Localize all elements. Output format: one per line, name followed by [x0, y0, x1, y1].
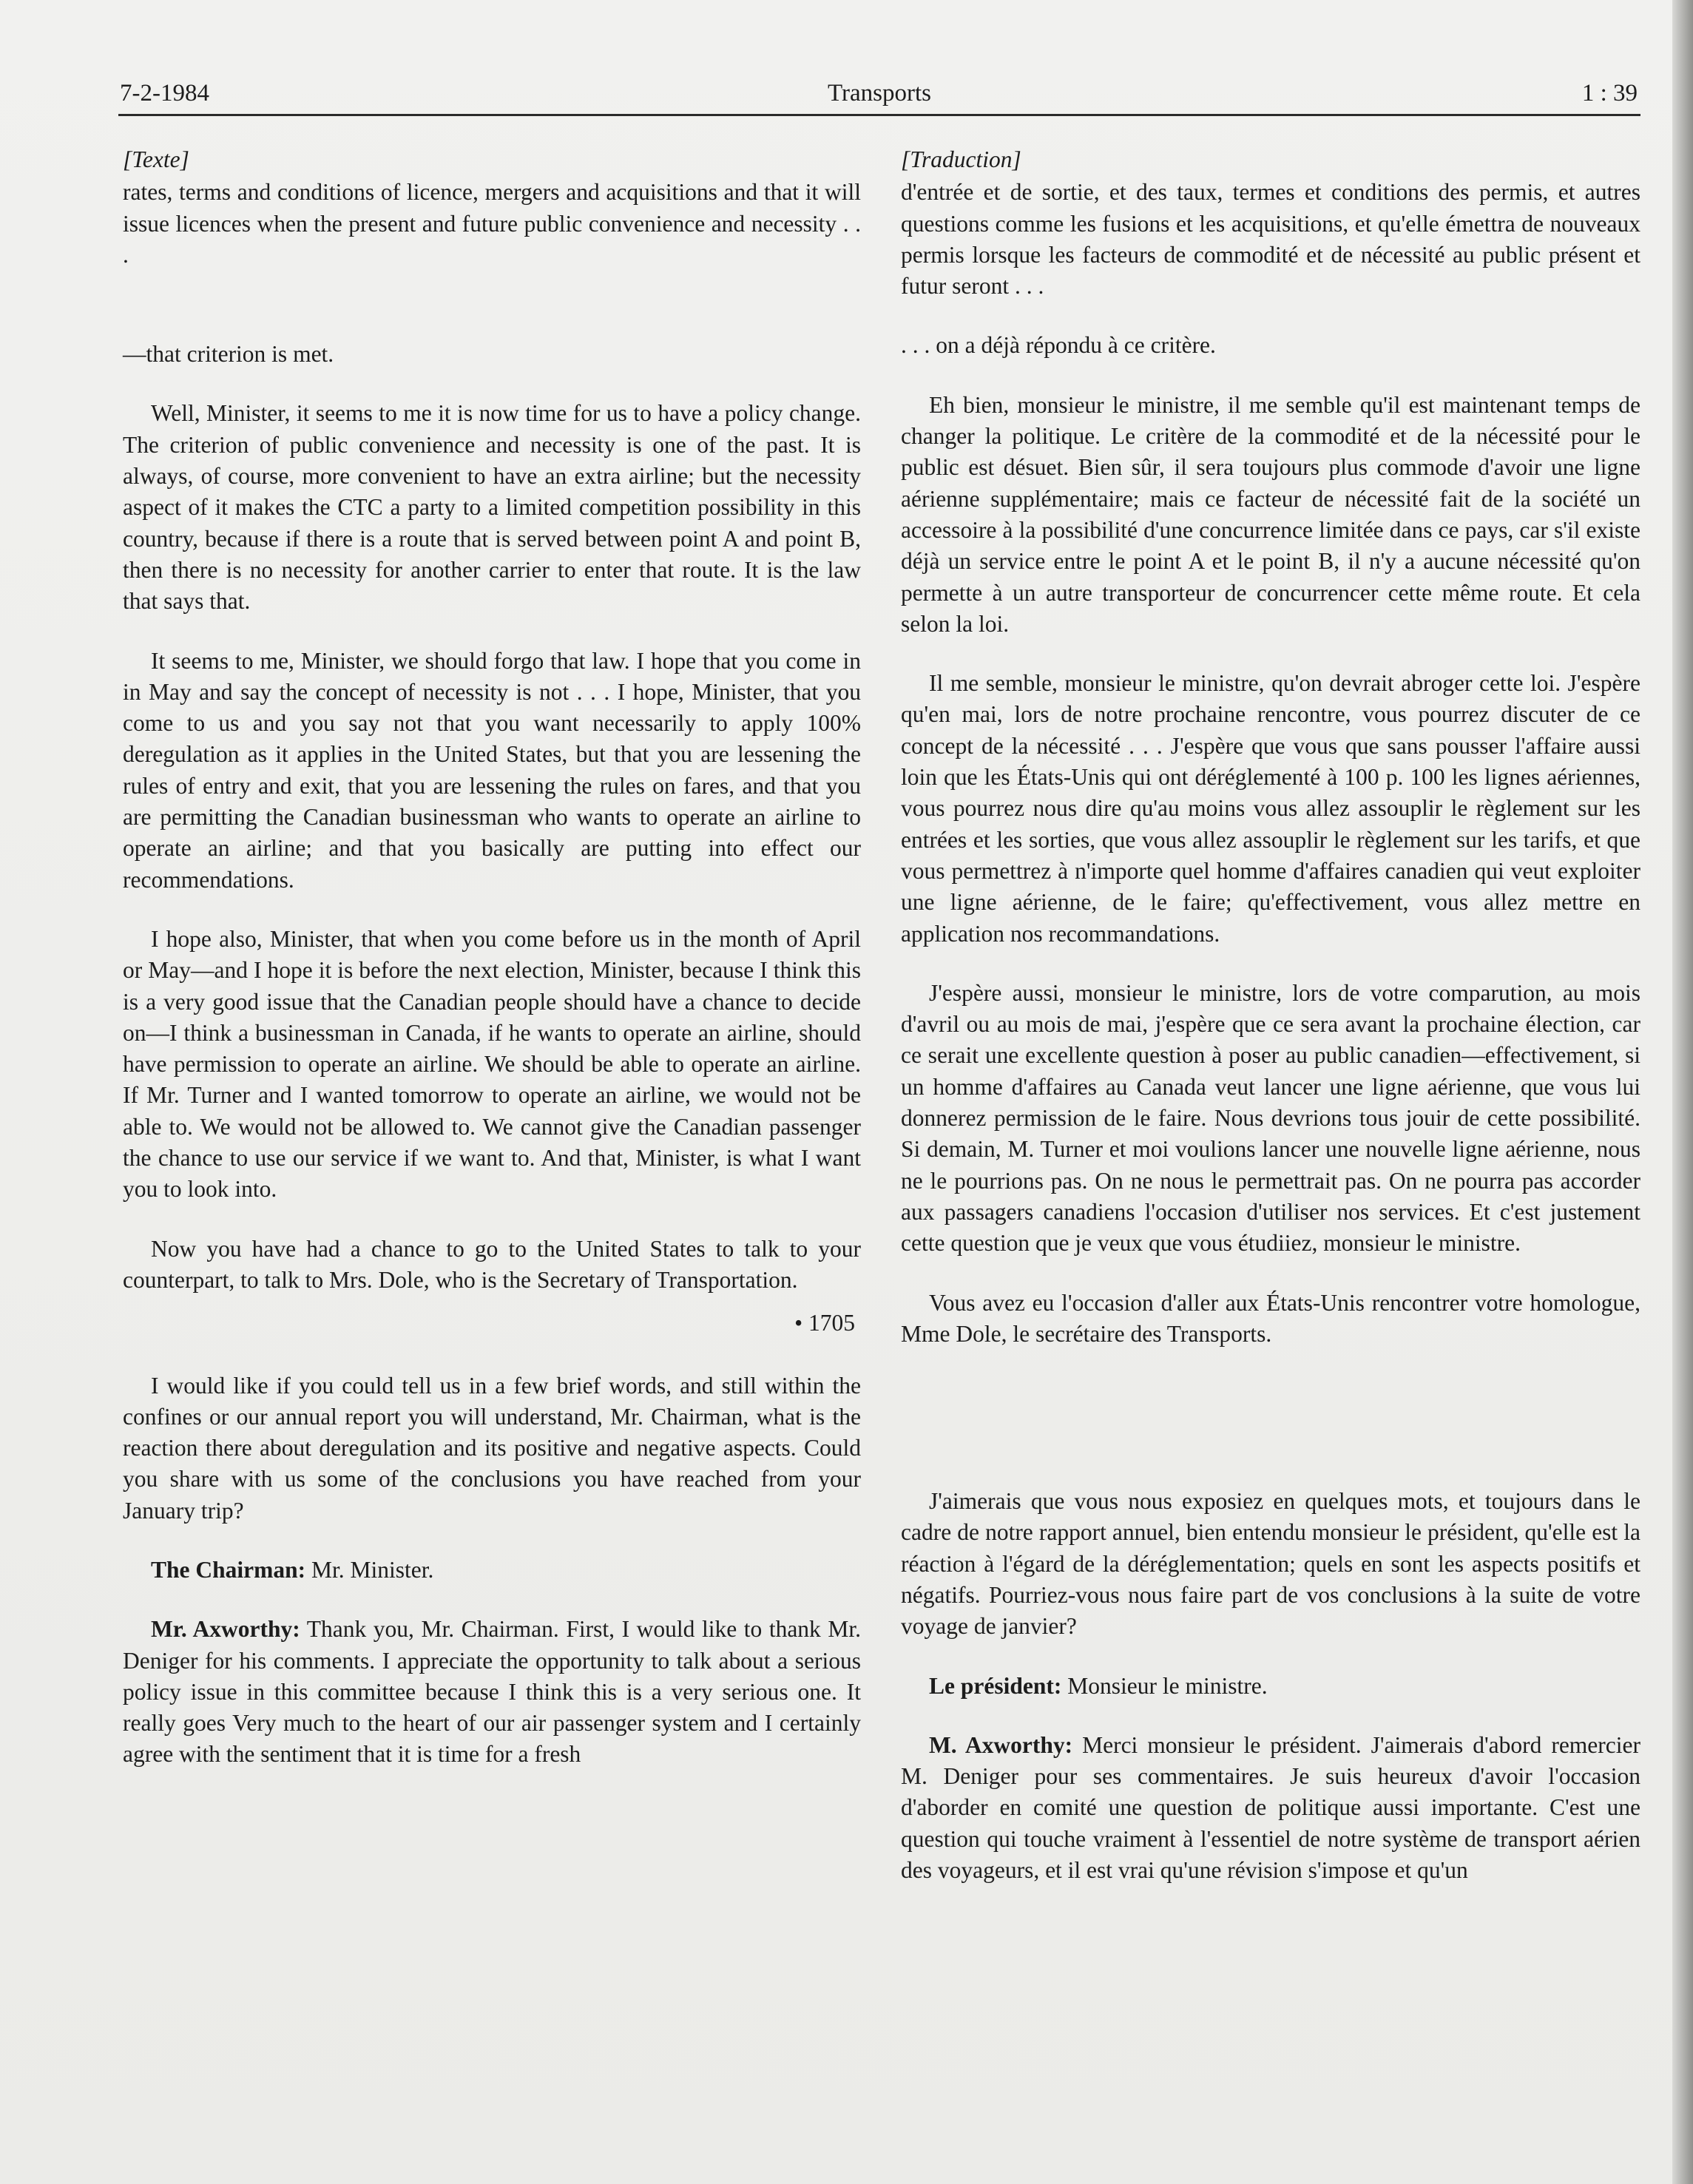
- header-title: Transports: [828, 80, 931, 107]
- paragraph: —that criterion is met.: [123, 341, 334, 368]
- paragraph: I hope also, Minister, that when you come before us in the month of April or May—and I hope it is before the next election, Minister, because I think this is a very good issue that the Canadian people should have a chance to decide on—I think a businessman in Canada, if he wants to operate an airline, should have permission to operate an airline. We should be able to operate an airline. If Mr. Turner and I wanted tomorrow to operate an airline, we would not be able to. We would not be allowed to. We cannot give the Canadian passenger the chance to use our service if we want to. And that, Minister, is what I want you to look into.: [123, 925, 861, 1203]
- page-header: [118, 72, 1640, 116]
- header-page-number: 1 : 39: [1581, 80, 1638, 107]
- paragraph: I would like if you could tell us in a few brief words, and still within the confines or our annual report you will understand, Mr. Chairman, what is the reaction there about deregulation and its positive and negative aspects. Could you share with us some of the conclusions you have reached from your January trip?: [123, 1372, 861, 1524]
- paragraph: Il me semble, monsieur le ministre, qu'on devrait abroger cette loi. J'espère qu'en mai, lors de notre prochaine rencontre, vous pourrez discuter de ce concept de la nécessité . . . J'espère que vous que sans pousser l'affaire aussi loin que les États-Unis qui ont déréglementé à 100 p. 100 les lignes aériennes, vous pourrez nous dire qu'au moins vous allez assouplir le règlement sur les entrées et les sorties, que vous allez assouplir le règlement sur les tarifs, et que vous permettrez à n'importe quel homme d'affaires canadien qui veut exploiter une ligne aérienne, de le faire; qu'effectivement, vous allez mettre en application nos recommandations.: [901, 670, 1640, 947]
- paragraph: J'aimerais que vous nous exposiez en quelques mots, et toujours dans le cadre de notre rapport annuel, bien entendu monsieur le président, qu'elle est la réaction à l'égard de la déréglementation; quels en sont les aspects positifs et négatifs. Pourriez-vous nous faire part de vos conclusions à la suite de votre voyage de janvier?: [901, 1488, 1640, 1640]
- speaker-text: Monsieur le ministre.: [1061, 1672, 1268, 1699]
- paragraph: It seems to me, Minister, we should forgo that law. I hope that you come in in May and say the concept of necessity is not . . . I hope, Minister, that you come to us and you say not that you want necessarily to apply 100% deregulation as it applies in the United States, but that you are lessening the rules of entry and exit, that you are lessening the rules on fares, and that you are permitting the Canadian businessman who wants to operate an airline to operate an airline; and that you basically are putting into effect our recommendations.: [123, 647, 861, 893]
- speaker-text: Thank you, Mr. Chairman. First, I would like to thank Mr. Deniger for his comments. I appreciate the opportunity to talk about a serious policy issue in this committee because I think this is a very serious one. It really goes Very much to the heart of our air passenger system and I certainly agree with the sentiment that it is time for a fresh: [123, 1616, 862, 1768]
- speaker-paragraph: [901, 1671, 1640, 1702]
- speaker-name: Le président:: [929, 1672, 1062, 1699]
- speaker-paragraph: [123, 1614, 861, 1770]
- section-tag-texte: [Texte]: [123, 146, 189, 172]
- time-marker: • 1705: [794, 1310, 855, 1336]
- paragraph: J'espère aussi, monsieur le ministre, lors de votre comparution, au mois d'avril ou au mois de mai, j'espère que ce sera avant la prochaine élection, car ce serait une excellente question à poser au public canadien—effectivement, si un homme d'affaires au Canada veut lancer une ligne aérienne, que vous lui donnerez permission de le faire. Nous devrions tous jouir de cette possibilité. Si demain, M. Turner et moi voulions lancer une nouvelle ligne aérienne, nous ne le pourrions pas. On ne nous le permettrait pas. On ne pourra pas accorder aux passagers canadiens l'occasion d'utiliser nos services. Et c'est justement cette question que je veux que vous étudiiez, monsieur le ministre.: [901, 979, 1640, 1257]
- page-edge-shadow: [1672, 0, 1693, 2184]
- paragraph: d'entrée et de sortie, et des taux, termes et conditions des permis, et autres questions comme les fusions et les acquisitions, et qu'elle émettra de nouveaux permis lorsque les facteurs de commodité et de nécessité au public présent et futur seront . . .: [901, 179, 1640, 300]
- paragraph: Now you have had a chance to go to the United States to talk to your counterpart, to talk to Mrs. Dole, who is the Secretary of Transportation.: [123, 1235, 861, 1293]
- speaker-name: M. Axworthy:: [929, 1731, 1073, 1758]
- speaker-name: The Chairman:: [151, 1556, 306, 1583]
- speaker-paragraph: [901, 1730, 1640, 1886]
- section-tag-traduction: [Traduction]: [901, 146, 1021, 172]
- paragraph: Vous avez eu l'occasion d'aller aux États-Unis rencontrer votre homologue, Mme Dole, le secrétaire des Transports.: [901, 1289, 1640, 1347]
- speaker-name: Mr. Axworthy:: [151, 1616, 300, 1643]
- paragraph: . . . on a déjà répondu à ce critère.: [901, 332, 1216, 359]
- paragraph: Well, Minister, it seems to me it is now time for us to have a policy change. The criterion of public convenience and necessity is one of the past. It is always, of course, more convenient to have an extra airline; but the necessity aspect of it makes the CTC a party to a limited competition possibility in this country, because if there is a route that is served between point A and point B, then there is no necessity for another carrier to enter that route. It is the law that says that.: [123, 400, 861, 615]
- paragraph: Eh bien, monsieur le ministre, il me semble qu'il est maintenant temps de changer la politique. Le critère de la commodité et de la nécessité pour le public est désuet. Bien sûr, il sera toujours plus commode d'avoir une ligne aérienne supplémentaire; mais ce facteur de nécessité fait de la société un accessoire à la possibilité d'une concurrence limitée dans ce pays, car s'il existe déjà un service entre le point A et le point B, il n'y a aucune nécessité qu'on permette à un autre transporteur de concurrencer cette même route. Et cela selon la loi.: [901, 391, 1640, 637]
- header-date: 7-2-1984: [120, 80, 209, 107]
- paragraph: rates, terms and conditions of licence, mergers and acquisitions and that it will issue licences when the present and future public convenience and necessity . . .: [123, 179, 861, 268]
- french-column: [901, 144, 1640, 1886]
- speaker-text: Mr. Minister.: [305, 1556, 434, 1583]
- speaker-text: Merci monsieur le président. J'aimerais d'abord remercier M. Deniger pour ses commentaires. Je suis heureux d'avoir l'occasion d'aborder en comité une question de politique aussi importante. C'est une question qui touche vraiment à l'essentiel de notre système de transport aérien des voyageurs, et il est vrai qu'une révision s'impose et qu'un: [901, 1731, 1640, 1884]
- english-column: [123, 144, 861, 1771]
- speaker-paragraph: [123, 1555, 861, 1586]
